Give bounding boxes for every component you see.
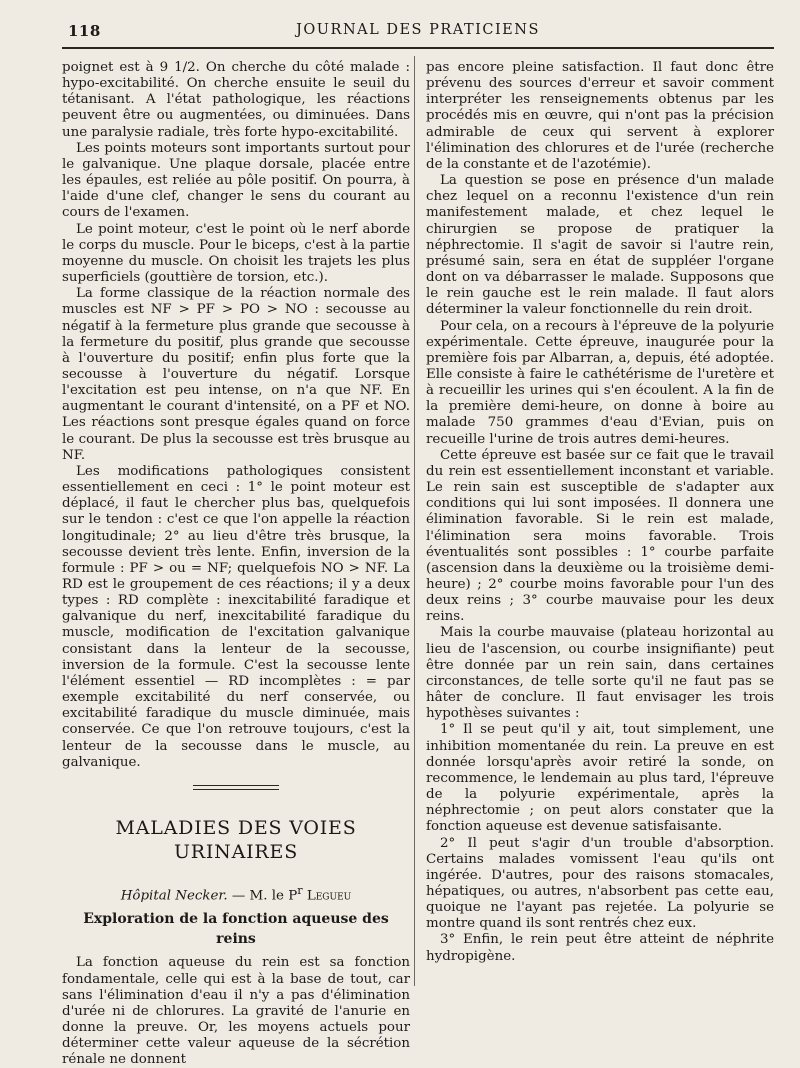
professor-name: Legueu [306,888,352,904]
hospital-separator: — M. le P [227,888,298,904]
paragraph: La fonction aqueuse du rein est sa fonction fondamentale, celle qui est à la base de tout, car sans l'élimination d'eau il n'y a pas d'élimination d'urée ni de chlorures. La gravité de l'anurie en donne la preuve. Or, les moyens actuels pour déterminer cette valeur aqueuse de la sécrétion rénale ne donnent [62,955,410,1068]
paragraph: Le point moteur, c'est le point où le nerf aborde le corps du muscle. Pour le biceps, c'est à la partie moyenne du muscle. On choisit les trajets les plus superficiels (gouttière de torsion, etc.). [62,221,410,286]
hospital-place: Hôpital Necker. [120,888,228,904]
paragraph: Cette épreuve est basée sur ce fait que le travail du rein est essentiellement inconstant et variable. Le rein sain est susceptible de s'adapter aux conditions qui lui sont imposées. Il donnera une élimination favorable. Si le rein est malade, l'élimination sera moins favorable. Trois éventualités sont possibles : 1° courbe parfaite (ascension dans la deuxième ou la troisième demi-heure) ; 2° courbe moins favorable pour l'un des deux reins ; 3° courbe mauvaise pour les deux reins. [426,447,774,625]
paragraph: La forme classique de la réaction normale des muscles est NF > PF > PO > NO : secousse au négatif à la fermeture plus grande que secousse à la fermeture du positif, plus grande que secousse à l'ouverture du positif; enfin plus forte que la secousse à l'ouverture du négatif. Lorsque l'excitation est peu intense, on n'a que NF. En augmentant le courant d'intensité, on a PF et NO. Les réactions sont presque égales quand on force le courant. De plus la secousse est très brusque au NF. [62,286,410,463]
header-rule [62,47,774,49]
paragraph: Mais la courbe mauvaise (plateau horizontal au lieu de l'ascension, ou courbe insignifiante) peut être donnée par un rein sain, dans certaines circonstances, de telle sorte qu'il ne faut pas se hâter de conclure. Il faut envisager les trois hypothèses suivantes : [426,625,774,722]
paragraph: poignet est à 9 1/2. On cherche du côté malade : hypo-excitabilité. On cherche ensuite le seuil du tétanisant. A l'état pathologique, les réactions peuvent être ou augmentées, ou diminuées. Dans une paralysie radiale, très forte hypo-excitabilité. [62,60,410,140]
paragraph: 3° Enfin, le rein peut être atteint de néphrite hydropigène. [426,932,774,964]
right-column [426,60,774,965]
paragraph: 1° Il se peut qu'il y ait, tout simplement, une inhibition momentanée du rein. La preuve en est donnée lorsqu'après avoir retiré la sonde, on recommence, le lendemain au plus tard, l'épreuve de la polyurie expérimentale, après la néphrectomie ; on peut alors constater que la fonction aqueuse est devenue satisfaisante. [426,722,774,835]
paragraph: La question se pose en présence d'un malade chez lequel on a reconnu l'existence d'un rein manifestement malade, et chez lequel le chirurgien se propose de pratiquer la néphrectomie. Il s'agit de savoir si l'autre rein, présumé sain, sera en état de suppléer l'organe dont on va débarrasser le malade. Supposons que le rein gauche est le rein malade. Il faut alors déterminer la valeur fonctionnelle du rein droit. [426,173,774,318]
paragraph: 2° Il peut s'agir d'un trouble d'absorption. Certains malades vomissent l'eau qu'ils ont ingérée. D'autres, pour des raisons stomacales, hépatiques, ou autres, n'absorbent pas cette eau, quoique ne l'ayant pas rejetée. La polyurie se montre quand ils sont rentrés chez eux. [426,835,774,932]
paragraph: Les points moteurs sont importants surtout pour le galvanique. Une plaque dorsale, placée entre les épaules, est reliée au pôle positif. On pourra, à l'aide d'une clef, changer le sens du courant au cours de l'examen. [62,140,410,221]
section-title: MALADIES DES VOIES URINAIRES [115,816,357,863]
article-body [62,955,410,1068]
journal-title: JOURNAL DES PRATICIENS [296,22,540,38]
hospital-line [62,882,410,905]
left-column [62,60,410,1068]
column-divider [414,56,415,986]
article-title: Exploration de la fonction aqueuse des reins [83,911,389,948]
paragraph: Pour cela, on a recours à l'épreuve de la polyurie expérimentale. Cette épreuve, inaugurée pour la première fois par Albarran, a, depuis, été adoptée. Elle consiste à faire le cathétérisme de l'uretère et à recueillir les urines qui s'en écoulent. A la fin de la première demi-heure, on donne à boire au malade 750 grammes d'eau d'Evian, puis on recueille l'urine de trois autres demi-heures. [426,318,774,447]
page-number: 118 [68,22,101,40]
page-header [62,22,774,46]
paragraph: pas encore pleine satisfaction. Il faut donc être prévenu des sources d'erreur et savoir comment interpréter les renseignements obtenus par les procédés mis en œuvre, qui n'ont pas la précision admirable de ceux qui servent à explorer l'élimination des chlorures et de l'urée (recherche de la constante et de l'azotémie). [426,60,774,172]
section-separator [193,785,279,790]
paragraph: Les modifications pathologiques consistent essentiellement en ceci : 1° le point moteur est déplacé, il faut le chercher plus bas, quelquefois sur le tendon : c'est ce que l'on appelle la réaction longitudinale; 2° au lieu d'être très brusque, la secousse devient très lente. Enfin, inversion de la formule : PF > ou = NF; quelquefois NO > NF. La RD est le groupement de ces réactions; il y a deux types : RD complète : inexcitabilité faradique et galvanique du nerf, inexcitabilité faradique du muscle, modification de l'excitation galvanique consistant dans la lenteur de la secousse, inversion de la formule. C'est la secousse lente l'élément essentiel — RD incomplètes : = par exemple excitabilité du nerf conservée, ou excitabilité faradique du muscle diminuée, mais conservée. Ce que l'on retrouve toujours, c'est la lenteur de la secousse dans le muscle, au galvanique. [62,463,410,770]
title-superscript: r [297,883,303,897]
